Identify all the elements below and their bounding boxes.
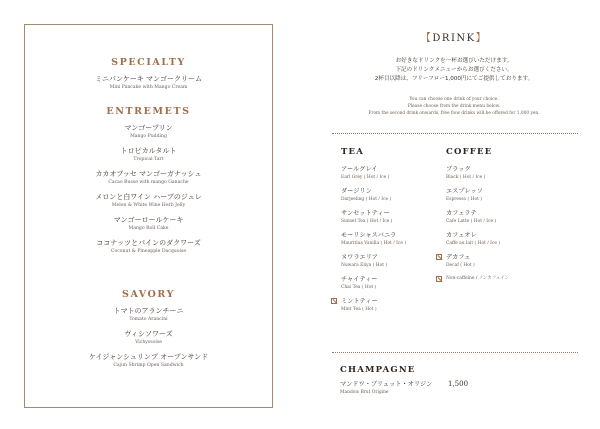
drink-item: [341, 209, 451, 225]
item-jp: ブラック: [446, 166, 471, 173]
drink-item: [341, 231, 451, 247]
tea-column: [341, 147, 451, 319]
item-jp: マンドワ・ブリュット・オリジン: [340, 381, 433, 388]
menu-item: [25, 169, 272, 186]
item-jp: デカフェ: [446, 254, 471, 261]
item-en: Cafe Latte ( Hot / Ice ): [446, 219, 497, 224]
intro-jp-line: 2杯目以降は、フリーフロー1,000円にてご提供しております。: [374, 76, 534, 82]
drink-title-text: DRINK: [432, 33, 476, 44]
item-en: Mango Roll Cake: [128, 226, 169, 231]
item-en: Mauritius Vanilla ( Hot / Ice ): [341, 241, 407, 246]
non-caffeine-icon: [331, 298, 337, 304]
drink-item: [446, 165, 556, 181]
item-jp: エスプレッソ: [446, 188, 483, 195]
intro-en-line: You can choose one drink of your choice.: [409, 97, 499, 102]
item-en: Earl Grey ( Hot / Ice ): [341, 175, 390, 180]
item-jp: ココナッツとパインのダクワーズ: [96, 239, 201, 247]
section-title-specialty: SPECIALTY: [111, 57, 186, 68]
menu-item: [25, 146, 272, 163]
menu-item: [25, 123, 272, 140]
item-en: Vichyssoise: [135, 340, 162, 345]
specialty-section: [25, 57, 272, 97]
item-en: Darjeeling ( Hot / Ice ): [341, 197, 392, 202]
menu-item: [25, 329, 272, 346]
menu-item: [25, 192, 272, 209]
item-jp: ヌワラエリア: [341, 254, 379, 261]
item-jp: カフェラテ: [446, 210, 477, 217]
item-jp: ケイジャンシュリンプ オープンサンド: [88, 353, 209, 361]
item-jp: トマトのアランチーニ: [113, 307, 184, 315]
item-jp: マンゴープリン: [124, 124, 173, 132]
drink-item: [341, 253, 451, 269]
item-jp: ダージリン: [341, 188, 372, 195]
item-jp: ヴィシソワーズ: [124, 330, 173, 338]
drink-item: [341, 187, 451, 203]
item-jp: トロピカルタルト: [120, 147, 177, 155]
non-caffeine-icon: [436, 254, 442, 260]
savory-section: [25, 289, 272, 375]
item-jp: カフェオレ: [446, 232, 477, 239]
bracket-close: 】: [475, 33, 488, 44]
menu-item: [25, 306, 272, 323]
item-en: Tropical Tart: [133, 157, 164, 162]
non-caffeine-note: [446, 275, 556, 283]
note-text: Non-caffeine / ノンカフェイン: [446, 276, 510, 281]
champagne-item: [340, 380, 580, 396]
menu-item: [25, 352, 272, 369]
item-en: Tomato Arancini: [129, 317, 168, 322]
drink-item: [446, 209, 556, 225]
item-en: Sunset Tea ( Hot / Ice ): [341, 219, 393, 224]
item-en: Caffe au lait ( Hot / Ice ): [446, 241, 501, 246]
drink-intro-en: [320, 96, 588, 117]
item-jp: チャイティー: [341, 276, 378, 283]
drink-title: [320, 29, 588, 44]
item-jp: マンゴーロールケーキ: [113, 216, 184, 224]
item-en: Cajun Shrimp Open Sandwich: [113, 363, 184, 368]
intro-jp-line: お好きなドリンクを一杯お選びいただけます。: [395, 58, 513, 64]
dotted-divider: [332, 133, 578, 134]
drink-item: [446, 187, 556, 203]
item-jp: ミントティー: [341, 298, 378, 305]
food-menu-frame: [24, 24, 273, 408]
menu-item: [25, 74, 272, 91]
item-jp: サンセットティー: [341, 210, 390, 217]
item-en: Black ( Hot / Ice ): [446, 175, 486, 180]
menu-item: [25, 238, 272, 255]
item-en: Coconut & Pineapple Dacquoise: [110, 249, 187, 254]
item-jp: メロンと白ワイン ハーブのジュレ: [95, 193, 202, 201]
item-en: Mandois Brut Origine: [340, 390, 389, 395]
drink-item: [446, 231, 556, 247]
item-en: Espresso ( Hot ): [446, 197, 482, 202]
item-en: Mango Pudding: [130, 134, 167, 139]
item-en: Nuwara Eliya ( Hot ): [341, 263, 388, 268]
menu-item: [25, 215, 272, 232]
item-jp: アールグレイ: [341, 166, 378, 173]
non-caffeine-icon: [436, 276, 442, 282]
intro-en-line: From the second drink onwards, free flow drinks will be offered for 1,000 yen.: [368, 111, 540, 116]
item-jp: モーリシャスバニラ: [341, 232, 397, 239]
champagne-title: CHAMPAGNE: [340, 365, 416, 375]
coffee-title: COFFEE: [446, 147, 493, 157]
dotted-divider: [332, 352, 578, 353]
item-jp: ミニパンケーキ マンゴークリーム: [94, 75, 203, 83]
item-en: Melon & White Wine Herb Jelly: [111, 203, 186, 208]
intro-en-line: Please choose from the drink menu below.: [407, 104, 501, 109]
item-en: Cacao Busse with mango Ganache: [108, 180, 189, 185]
champagne-price: 1,500: [448, 380, 469, 388]
bracket-open: 【: [420, 33, 433, 44]
drink-item: [341, 165, 451, 181]
intro-jp-line: 下記のドリンクメニューからお選びください。: [395, 67, 513, 73]
item-en: Chai Tea ( Hot ): [341, 285, 377, 290]
section-title-entremets: ENTREMETS: [106, 106, 191, 117]
drink-intro-jp: [320, 57, 588, 84]
drink-item: [341, 275, 451, 291]
entremets-section: [25, 106, 272, 261]
drink-item: [446, 253, 556, 269]
drink-item: [341, 297, 451, 313]
coffee-column: [446, 147, 556, 283]
section-title-savory: SAVORY: [121, 289, 175, 300]
item-en: Decaf ( Hot ): [446, 263, 475, 268]
item-jp: カカオブッセ マンゴーガナッシュ: [95, 170, 202, 178]
item-en: Mint Tea ( Hot ): [341, 307, 377, 312]
item-en: Mini Pancake with Mango Cream: [109, 85, 188, 90]
tea-title: TEA: [341, 147, 364, 157]
